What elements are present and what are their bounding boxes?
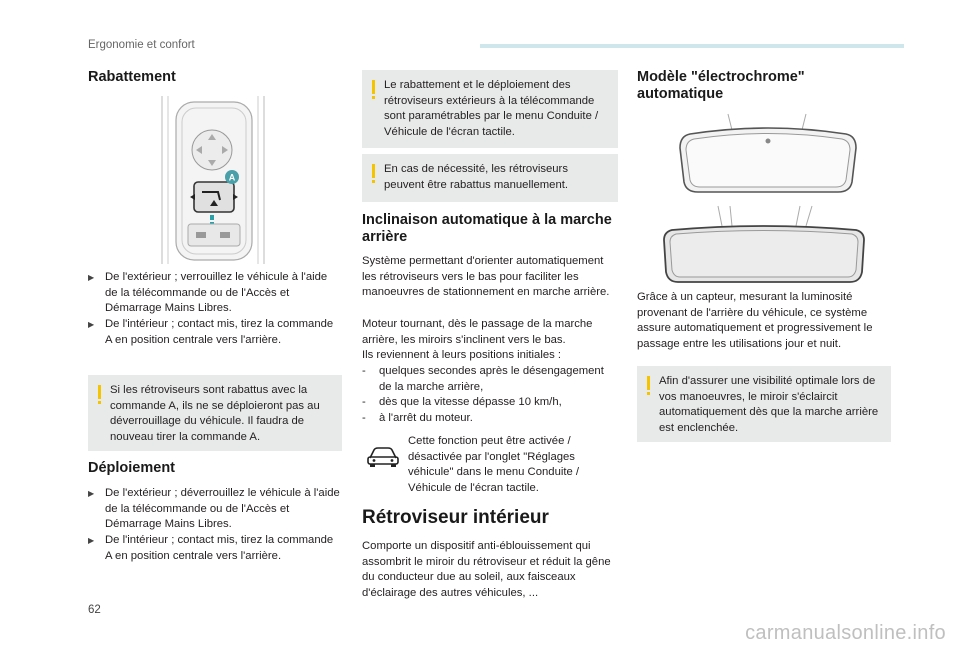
car-icon xyxy=(366,444,400,468)
modele-p1: Grâce à un capteur, mesurant la luminosité provenant de l'arrière du véhicule, ce système assure automatiquement et progressivement le passage entre les utilisations jour et nuit. xyxy=(637,291,873,350)
dash-item-3: - à l'arrêt du moteur. xyxy=(362,412,473,424)
figure-label-a: A xyxy=(228,172,236,183)
info-box-manuel: En cas de nécessité, les rétroviseurs peuvent être rabattus manuellement. xyxy=(362,154,618,202)
title-inclinaison: Inclinaison automatique à la marche arrière xyxy=(362,212,612,245)
bullet-mark-icon: ▶ xyxy=(88,320,95,329)
watermark: carmanualsonline.info xyxy=(745,622,946,644)
bullet-mark-icon: ▶ xyxy=(88,273,95,282)
title-deploiement: Déploiement xyxy=(88,460,176,476)
bullet-mark-icon: ▶ xyxy=(88,489,95,498)
dash-item-2: - dès que la vitesse dépasse 10 km/h, xyxy=(362,396,562,408)
header-bar xyxy=(480,44,904,48)
rab-bullet-2: ▶ De l'intérieur ; contact mis, tirez la commande A en position centrale vers l'arrière. xyxy=(88,318,334,346)
page-number: 62 xyxy=(88,604,101,616)
section-header: Ergonomie et confort xyxy=(88,39,195,51)
title-rabattement: Rabattement xyxy=(88,69,176,85)
rab-bullet-1: ▶ De l'extérieur ; verrouillez le véhicule à l'aide de la télécommande ou de l'Accès et Démarrage Mains Libres. xyxy=(88,271,328,315)
mirror-control-figure xyxy=(158,96,270,264)
info-marker-icon xyxy=(372,80,375,94)
dep-bullet-1: ▶ De l'extérieur ; déverrouillez le véhicule à l'aide de la télécommande ou de l'Accès et Démarrage Mains Libres. xyxy=(88,487,340,531)
inclinaison-p2: Moteur tournant, dès le passage de la marche arrière, les miroirs s'inclinent vers le bas. xyxy=(362,318,593,346)
title-retroviseur-interieur: Rétroviseur intérieur xyxy=(362,507,549,528)
info-box-rabattement: Si les rétroviseurs sont rabattus avec la commande A, ils ne se déploieront pas au déverrouillage du véhicule. Il faudra de nouveau tirer la commande A. xyxy=(88,375,342,451)
dep-bullet-2: ▶ De l'intérieur ; contact mis, tirez la commande A en position centrale vers l'arrière. xyxy=(88,534,334,562)
dash-item-1: - quelques secondes après le désengagement de la marche arrière, xyxy=(362,365,604,393)
info-box-parametrage: Le rabattement et le déploiement des rétroviseurs extérieurs à la télécommande sont paramétrables par le menu Conduite / Véhicule de l'écran tactile. xyxy=(362,70,618,148)
info-marker-icon xyxy=(647,376,650,390)
inclinaison-p1: Système permettant d'orienter automatiquement les rétroviseurs vers le bas pour faciliter les manoeuvres de stationnement en marche arrière. xyxy=(362,255,610,299)
info-marker-icon xyxy=(98,385,101,399)
retroviseur-p: Comporte un dispositif anti-éblouissement qui assombrit le miroir du rétroviseur et réduit la gêne du conducteur due au soleil, aux faisceaux d'éclairage des autres véhicules, ... xyxy=(362,540,611,599)
info-box-electrochrome: Afin d'assurer une visibilité optimale lors de vos manoeuvres, le miroir s'éclaircit automatiquement dès que la marche arrière est enclenchée. xyxy=(637,366,891,442)
car-note: Cette fonction peut être activée / désactivée par l'onglet "Réglages véhicule" dans le menu Conduite / Véhicule de l'écran tactile. xyxy=(408,435,580,494)
title-modele-electrochrome: Modèle "électrochrome" automatique xyxy=(637,69,805,102)
mirror-night-figure xyxy=(660,204,868,286)
inclinaison-p3: Ils reviennent à leurs positions initiales : xyxy=(362,349,562,361)
bullet-mark-icon: ▶ xyxy=(88,536,95,545)
info-marker-icon xyxy=(372,164,375,178)
mirror-day-figure xyxy=(676,112,860,196)
